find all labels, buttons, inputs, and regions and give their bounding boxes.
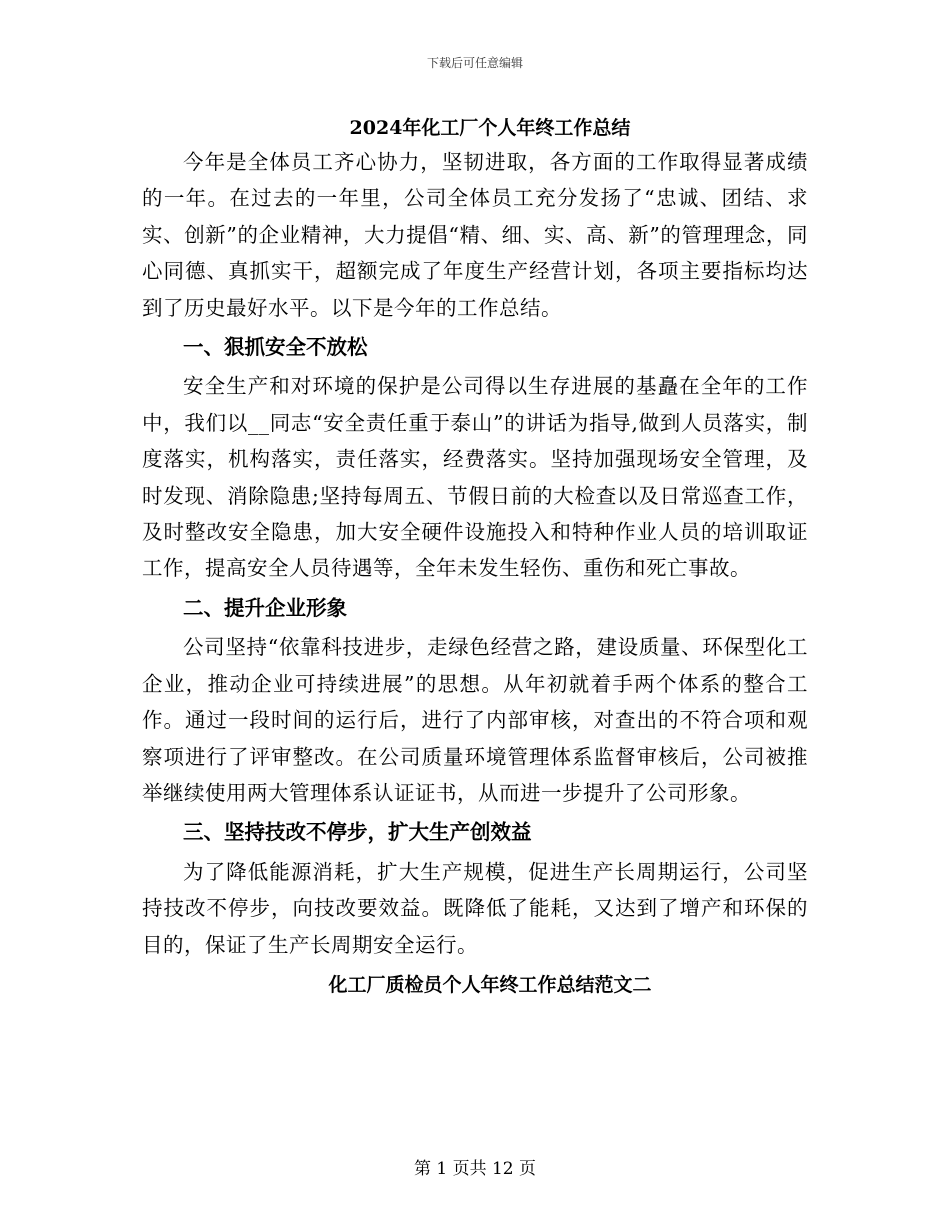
- section-heading-tech: 三、坚持技改不停步，扩大生产创效益: [183, 820, 532, 845]
- next-article-title: 化工厂质检员个人年终工作总结范文二: [328, 973, 652, 996]
- section-heading-safety: 一、狠抓安全不放松: [183, 335, 368, 360]
- section-body-safety: 安全生产和对环境的保护是公司得以生存进展的基矗在全年的工作中，我们以__同志“安全责任重于泰山”的讲话为指导,做到人员落实，制度落实，机构落实，责任落实，经费落实。坚持加强现场安全管理，及时发现、消除隐患;坚持每周五、节假日前的大检查以及日常巡查工作，及时整改安全隐患，加大安全硬件设施投入和特种作业人员的培训取证工作，提高安全人员待遇等，全年未发生轻伤、重伤和死亡事故。: [142, 374, 808, 581]
- header-note: 下载后可任意编辑: [426, 56, 523, 70]
- section-body-tech: 为了降低能源消耗，扩大生产规模，促进生产长周期运行，公司坚持技改不停步，向技改要效益。既降低了能耗，又达到了增产和环保的目的，保证了生产长周期安全运行。: [142, 859, 808, 957]
- section-body-image: 公司坚持“依靠科技进步，走绿色经营之路，建设质量、环保型化工企业，推动企业可持续进展”的思想。从年初就着手两个体系的整合工作。通过一段时间的运行后，进行了内部审核，对查出的不符合项和观察项进行了评审整改。在公司质量环境管理体系监督审核后，公司被推举继续使用两大管理体系认证证书，从而进一步提升了公司形象。: [142, 635, 808, 805]
- section-heading-image: 二、提升企业形象: [183, 595, 347, 620]
- document-title: 2024年化工厂个人年终工作总结: [349, 117, 631, 139]
- document-body: [142, 112, 808, 1003]
- intro-paragraph: 今年是全体员工齐心协力，坚韧进取，各方面的工作取得显著成绩的一年。在过去的一年里，公司全体员工充分发扬了“忠诚、团结、求实、创新”的企业精神，大力提倡“精、细、实、高、新”的管理理念，同心同德、真抓实干，超额完成了年度生产经营计划，各项主要指标均达到了历史最好水平。以下是今年的工作总结。: [142, 150, 808, 320]
- page-number-footer: 第 1 页共 12 页: [413, 1159, 537, 1179]
